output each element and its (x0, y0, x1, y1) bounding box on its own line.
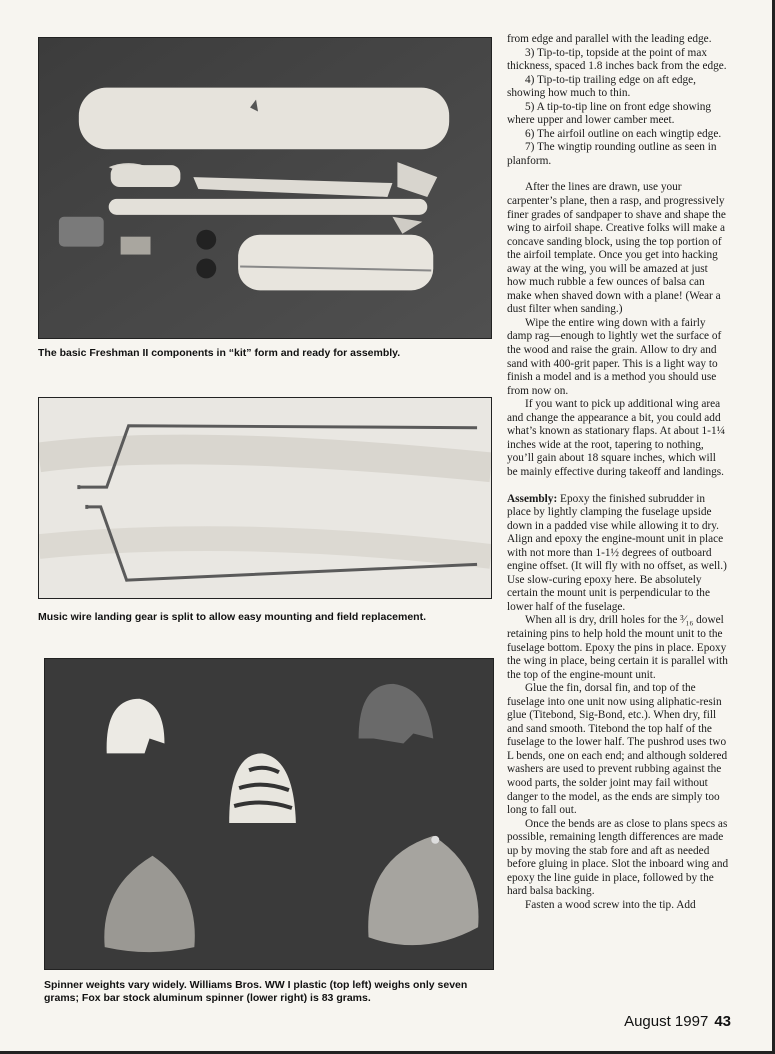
issue-date: August 1997 (624, 1013, 709, 1030)
article-paragraph: If you want to pick up additional wing area and change the appearance a bit, you could add what’s known as stationary flaps. At about 1-1¼ inches wide at the root, tapering to nothing, you’ll gain about 18 square inches, which will be mainly effective during takeoff and landings. (507, 398, 726, 478)
article-paragraph: 6) The airfoil outline on each wingtip edge. (525, 127, 722, 140)
article-paragraph: When all is dry, drill holes for the ³⁄₁₆ dowel retaining pins to help hold the mount unit to the fuselage bottom. Epoxy the pins in place. Epoxy the wing in place, being certain it is parallel with the top of the engine-mount unit. (507, 614, 728, 681)
section-lead: Assembly: (507, 492, 558, 505)
article-paragraph: 4) Tip-to-tip trailing edge on aft edge, showing how much to thin. (507, 73, 696, 100)
article-paragraph: 3) Tip-to-tip, topside at the point of max thickness, spaced 1.8 inches back from the edge. (507, 46, 727, 73)
photo-spinners (44, 658, 494, 970)
photo-landing-gear (38, 397, 492, 599)
article-paragraph: Fasten a wood screw into the tip. Add (525, 898, 696, 911)
article-column (507, 33, 729, 912)
photo-caption-3: Spinner weights vary widely. Williams Bros. WW I plastic (top left) weighs only seven grams; Fox bar stock aluminum spinner (lower right) is 83 grams. (44, 979, 468, 1004)
article-paragraph: Wipe the entire wing down with a fairly damp rag—enough to lightly wet the surface of the wood and raise the grain. Allow to dry and sand with 400-grit paper. This is a light way to finish a model and is a method you should use from now on. (507, 316, 722, 397)
article-paragraph: After the lines are drawn, use your carpenter’s plane, then a rasp, and progressively finer grades of sandpaper to shave and shape the wing to airfoil shape. Creative folks will make a concave sanding block, using the top portion of the airfoil template. Once you get into hacking away at the wing, you will be amazed at just how much rubble a few ounces of balsa can make when shaved down with a plane! (Wear a dust filter when sanding.) (507, 181, 726, 316)
page-footer (624, 1013, 731, 1030)
photo-caption-1: The basic Freshman II components in “kit” form and ready for assembly. (38, 347, 401, 359)
page-number: 43 (714, 1013, 731, 1030)
photo-kit-components (38, 37, 492, 339)
article-paragraph: Glue the fin, dorsal fin, and top of the fuselage into one unit now using aliphatic-resin glue (Titebond, Sig-Bond, etc.). When dry, fill and sand smooth. Titebond the top half of the fuselage to the lower half. The pushrod uses two L bends, one on each end; and although soldered washers are used to prevent rubbing against the wood parts, the solder joint may fail without danger to the model, as the ends are simply too long to fall out. (507, 682, 728, 817)
photo-caption-2: Music wire landing gear is split to allow easy mounting and field replacement. (38, 611, 426, 623)
article-paragraph-assembly (507, 493, 729, 615)
article-text: Epoxy the finished subrudder in place by lightly clamping the fuselage upside down in a padded vise while allowing it to dry. Align and epoxy the engine-mount unit in place with not more than 1-1½ degrees of outboard engine offset. (It will fly with no offset, as well.) Use slow-curing epoxy here. Be absolutely certain the mount unit is perpendicular to the lower half of the fuselage. (507, 492, 727, 613)
article-paragraph: from edge and parallel with the leading edge. (507, 33, 712, 45)
article-paragraph: Once the bends are as close to plans specs as possible, remaining length differences are made up by moving the stab fore and aft as needed before gluing in place. Slot the inboard wing and epoxy the line guide in place, followed by the hard balsa backing. (507, 817, 729, 898)
article-paragraph: 7) The wingtip rounding outline as seen in planform. (507, 141, 717, 167)
article-paragraph: 5) A tip-to-tip line on front edge showing where upper and lower camber meet. (507, 100, 712, 127)
